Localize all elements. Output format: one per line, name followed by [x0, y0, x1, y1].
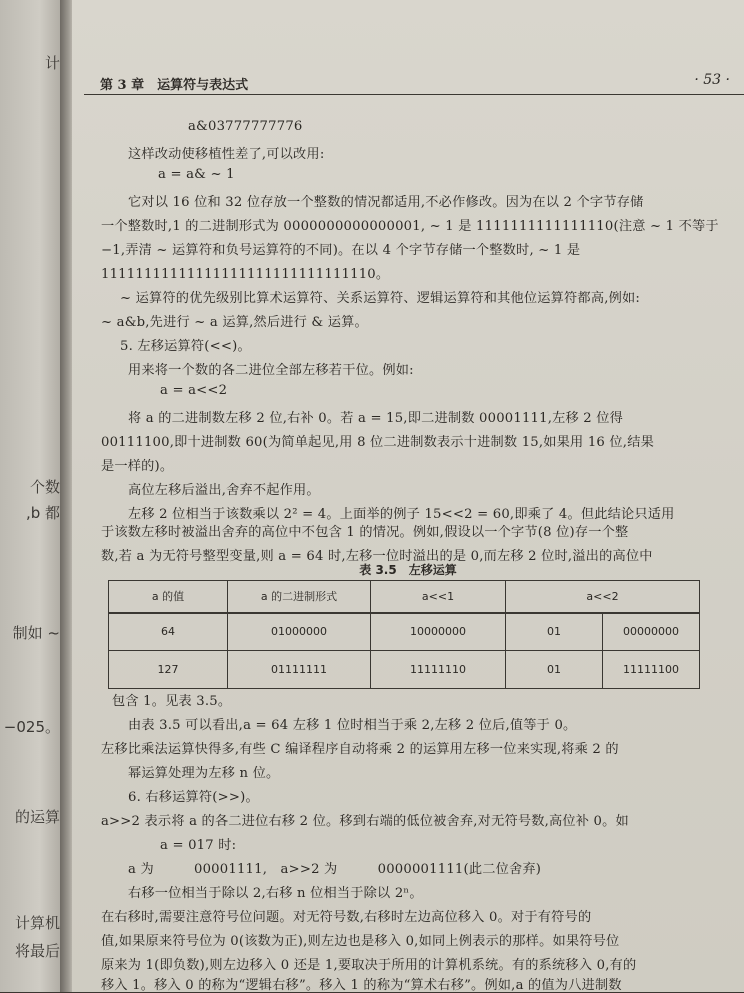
book-page [72, 0, 744, 992]
text-line: a 为 00001111, a>>2 为 0000001111(此二位舍弃) [128, 862, 542, 877]
prev-page-fragment: −025。 [3, 718, 60, 736]
table-cell: 01000000 [228, 613, 371, 651]
table-cell: 10000000 [371, 613, 506, 651]
text-line: 一个整数时,1 的二进制形式为 0000000000000001, ~ 1 是 1111111111111110(注意 ~ 1 不等于 [101, 219, 719, 234]
section-heading: 5. 左移运算符(<<)。 [120, 339, 251, 354]
table-cell: 01 [506, 651, 603, 689]
table-cell: 00000000 [603, 613, 700, 651]
prev-page-fragment: 的运算 [14, 808, 60, 826]
text-line: 于该数左移时被溢出舍弃的高位中不包含 1 的情况。例如,假设以一个字节(8 位)存一个整 [101, 525, 629, 540]
table-row [109, 613, 700, 651]
text-line: 左移比乘法运算快得多,有些 C 编译程序自动将乘 2 的运算用左移一位来实现,将乘 2 的 [101, 742, 619, 757]
text-line: 它对以 16 位和 32 位存放一个整数的情况都适用,不必作修改。因为在以 2 个字节存储 [128, 195, 644, 210]
table-cell: 64 [109, 613, 228, 651]
text-line: 左移 2 位相当于该数乘以 2² = 4。上面举的例子 15<<2 = 60,即乘了 4。但此结论只适用 [128, 507, 675, 522]
text-line: 11111111111111111111111111111110。 [101, 267, 390, 282]
table-header-cell: a<<2 [506, 581, 700, 613]
text-line: 由表 3.5 可以看出,a = 64 左移 1 位时相当于乘 2,左移 2 位后,值等于 0。 [128, 718, 577, 733]
prev-page-fragment: 将最后 [14, 942, 60, 960]
table-cell: 01111111 [228, 651, 371, 689]
text-line: 6. 右移运算符(>>)。 [128, 790, 259, 805]
text-line: 右移一位相当于除以 2,右移 n 位相当于除以 2ⁿ。 [128, 886, 423, 901]
table-cell: 11111100 [603, 651, 700, 689]
table-header-cell: a 的值 [109, 581, 228, 613]
text-line: 在右移时,需要注意符号位问题。对无符号数,右移时左边高位移入 0。对于有符号的 [101, 910, 592, 925]
text-line: 用来将一个数的各二进位全部左移若干位。例如: [128, 363, 414, 378]
text-line: a = 017 时: [160, 838, 237, 853]
text-line: a = a& ~ 1 [158, 167, 235, 182]
text-line: a&03777777776 [188, 119, 303, 134]
section-heading: 幂运算处理为左移 n 位。 [128, 766, 280, 781]
text-line: 值,如果原来符号位为 0(该数为正),则左边也是移入 0,如同上例表示的那样。如果符号位 [101, 934, 620, 949]
text-line: a = a<<2 [160, 383, 228, 398]
text-line: 包含 1。见表 3.5。 [112, 694, 232, 709]
chapter-title: 第 3 章 运算符与表达式 [100, 78, 249, 93]
table-row [109, 651, 700, 689]
table-cell: 127 [109, 651, 228, 689]
text-line: 00111100,即十进制数 60(为简单起见,用 8 位二进制数表示十进制数 15,如果用 16 位,结果 [101, 435, 654, 450]
text-line: 这样改动使移植性差了,可以改用: [128, 147, 325, 162]
table-header-cell: a 的二进制形式 [228, 581, 371, 613]
shift-table [108, 580, 700, 689]
text-line: −1,弄清 ~ 运算符和负号运算符的不同)。在以 4 个字节存储一个整数时, ~ 1 是 [101, 243, 581, 258]
table-cell: 11111110 [371, 651, 506, 689]
previous-page-edge [0, 0, 66, 992]
prev-page-fragment: 计 [44, 54, 60, 72]
text-line: 移入 1。移入 0 的称为“逻辑右移”。移入 1 的称为“算术右移”。例如,a 的值为八进制数 [101, 978, 622, 993]
table-cell: 01 [506, 613, 603, 651]
text-line: 将 a 的二进制数左移 2 位,右补 0。若 a = 15,即二进制数 00001111,左移 2 位得 [128, 411, 624, 426]
text-line: a>>2 表示将 a 的各二进位右移 2 位。移到右端的低位被舍弃,对无符号数,高位补 0。如 [101, 814, 629, 829]
text-line: 数,若 a 为无符号整型变量,则 a = 64 时,左移一位时溢出的是 0,而左移 2 位时,溢出的高位中 [101, 549, 653, 564]
text-line: ~ 运算符的优先级别比算术运算符、关系运算符、逻辑运算符和其他位运算符都高,例如: [120, 291, 641, 306]
text-line: 原来为 1(即负数),则左边移入 0 还是 1,要取决于所用的计算机系统。有的系统移入 0,有的 [101, 958, 637, 973]
text-line: 高位左移后溢出,舍弃不起作用。 [128, 483, 320, 498]
text-line: ~ a&b,先进行 ~ a 运算,然后进行 & 运算。 [101, 315, 368, 330]
prev-page-fragment: 制如 ~ [12, 624, 60, 642]
running-header [84, 60, 744, 95]
prev-page-fragment: ,b 都 [25, 504, 60, 522]
prev-page-fragment: 个数 [29, 478, 60, 496]
table-caption: 表 3.5 左移运算 [359, 563, 457, 577]
text-line: 是一样的)。 [101, 459, 174, 474]
page-number: · 53 · [694, 72, 730, 88]
prev-page-fragment: 计算机 [14, 914, 60, 932]
table-header-cell: a<<1 [371, 581, 506, 613]
